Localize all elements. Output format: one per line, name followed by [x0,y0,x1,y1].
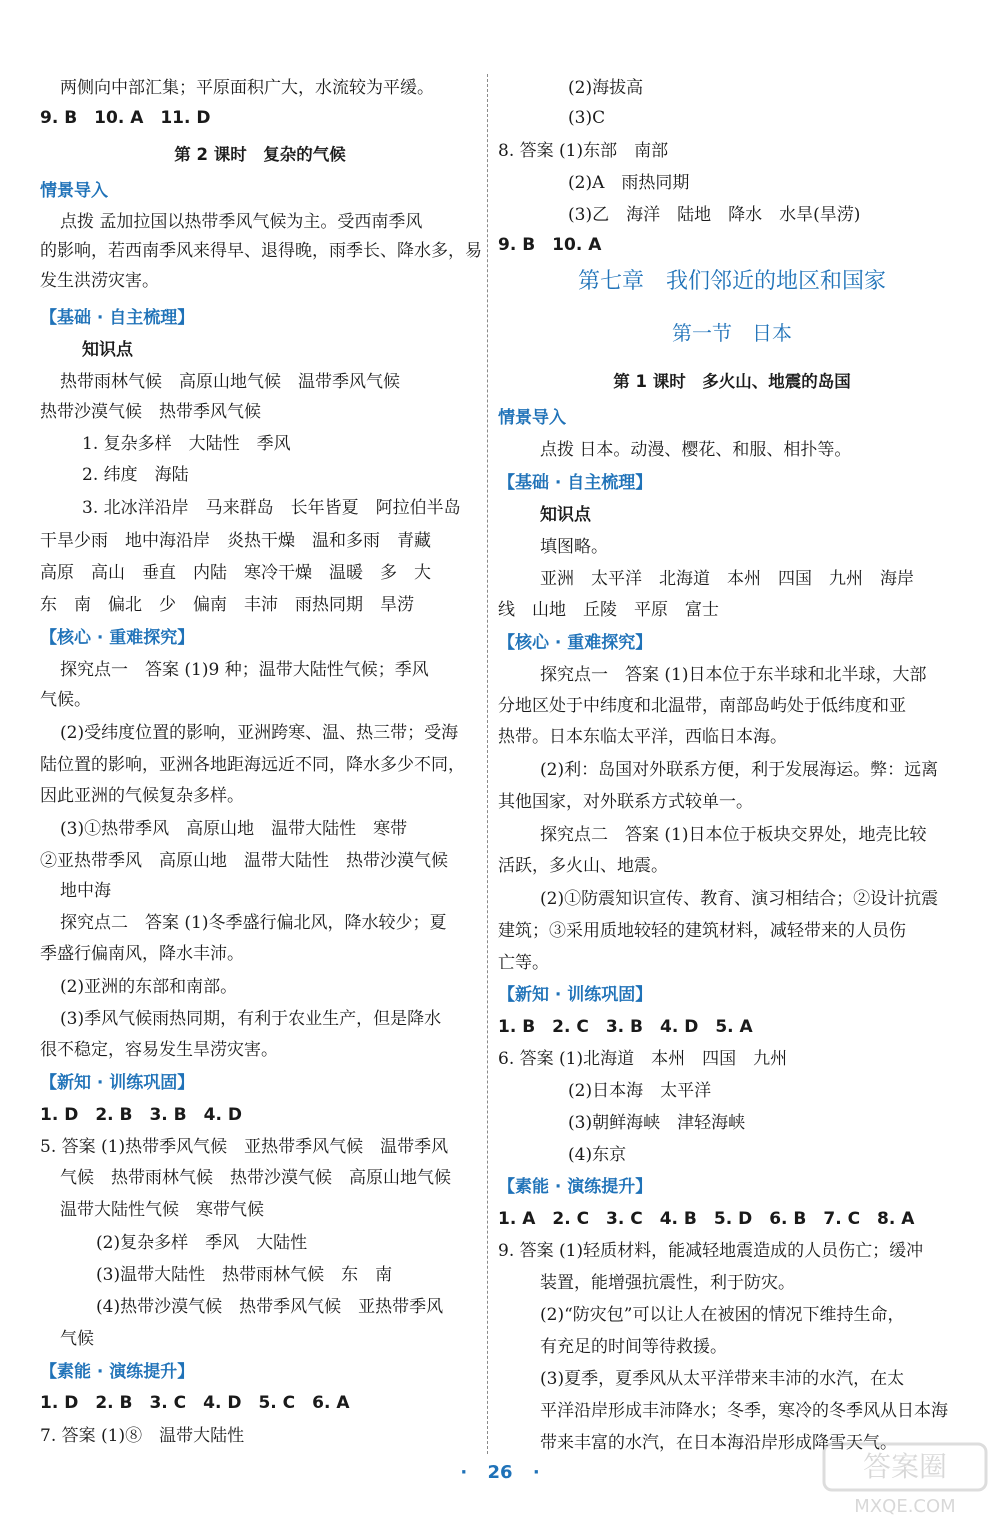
left-text-line: 热带雨林气候 高原山地气候 温带季风气候 [60,372,400,392]
left-text-line: 点拨 孟加拉国以热带季风气候为主。受西南季风 [60,212,423,232]
right-text-line: 亡等。 [498,953,549,973]
left-text-line: 陆位置的影响，亚洲各地距海远近不同，降水多少不同， [40,755,465,775]
right-text-line: 平洋沿岸形成丰沛降水；冬季，寒冷的冬季风从日本海 [540,1401,948,1421]
right-text-line: (3)C [568,108,606,128]
right-text-line: 9. 答案 (1)轻质材料，能减轻地震造成的人员伤亡；缓冲 [498,1241,924,1261]
left-text-line: 【核心 · 重难探究】 [40,628,195,648]
left-text-line: 气候 [60,1329,94,1349]
left-text-line: 两侧向中部汇集；平原面积广大，水流较为平缓。 [60,78,434,98]
right-text-line: 【基础 · 自主梳理】 [498,473,653,493]
right-text-line: (2)①防震知识宣传、教育、演习相结合；②设计抗震 [540,889,939,909]
footer-dot-right: · [532,1462,540,1483]
left-text-line: (4)热带沙漠气候 热带季风气候 亚热带季风 [96,1297,444,1317]
right-text-line: 【核心 · 重难探究】 [498,633,653,653]
left-text-line: (3)①热带季风 高原山地 温带大陆性 寒带 [60,819,408,839]
right-text-line: (2)海拔高 [568,78,644,98]
right-text-line: 有充足的时间等待救援。 [540,1337,727,1357]
left-text-line: 探究点一 答案 (1)9 种；温带大陆性气候；季风 [60,660,429,680]
right-text-line: 热带。日本东临太平洋，西临日本海。 [498,727,787,747]
right-text-line: 9. B 10. A [498,235,602,255]
left-text-line: 【新知 · 训练巩固】 [40,1073,195,1093]
left-text-line: 气候。 [40,690,91,710]
right-text-line: 探究点一 答案 (1)日本位于东半球和北半球，大部 [540,665,927,685]
left-text-line: (2)亚洲的东部和南部。 [60,977,238,997]
left-text-line: (3)季风气候雨热同期，有利于农业生产，但是降水 [60,1009,442,1029]
watermark-text: 答案圈 [862,1450,948,1483]
right-text-line: 探究点二 答案 (1)日本位于板块交界处，地壳比较 [540,825,927,845]
right-text-line: (2)A 雨热同期 [568,173,690,193]
right-text-line: 建筑；③采用质地较轻的建筑材料，减轻带来的人员伤 [498,921,906,941]
right-text-line: 亚洲 太平洋 北海道 本州 四国 九州 海岸 [540,569,914,589]
left-text-line: 知识点 [82,340,133,360]
left-text-line: 【素能 · 演练提升】 [40,1362,195,1382]
left-text-line: 东 南 偏北 少 偏南 丰沛 雨热同期 旱涝 [40,595,414,615]
right-text-line: (2)利：岛国对外联系方便，利于发展海运。弊：远离 [540,760,939,780]
left-text-line: 热带沙漠气候 热带季风气候 [40,402,261,422]
right-text-line: (2)“防灾包”可以让人在被困的情况下维持生命， [540,1305,905,1325]
right-text-line: 带来丰富的水汽，在日本海沿岸形成降雪天气。 [540,1433,897,1453]
right-text-line: 线 山地 丘陵 平原 富士 [498,600,719,620]
left-text-line: 季盛行偏南风，降水丰沛。 [40,944,244,964]
left-text-line: 1. D 2. B 3. B 4. D [40,1105,242,1125]
left-text-line: 1. D 2. B 3. C 4. D 5. C 6. A [40,1393,350,1413]
right-text-line: 装置，能增强抗震性，利于防灾。 [540,1273,795,1293]
page-number: 26 [487,1462,513,1483]
left-text-line: 3. 北冰洋沿岸 马来群岛 长年皆夏 阿拉伯半岛 [82,498,461,518]
footer-dot-left: · [460,1462,468,1483]
left-text-line: 温带大陆性气候 寒带气候 [60,1200,264,1220]
right-text-line: 【素能 · 演练提升】 [498,1177,653,1197]
right-text-line: 点拨 日本。动漫、樱花、和服、相扑等。 [540,440,852,460]
left-text-line: 地中海 [60,881,111,901]
left-text-line: (2)受纬度位置的影响，亚洲跨寒、温、热三带；受海 [60,723,459,743]
left-text-line: (2)复杂多样 季风 大陆性 [96,1233,308,1253]
left-text-line: 气候 热带雨林气候 热带沙漠气候 高原山地气候 [60,1168,451,1188]
right-text-line: 第 1 课时 多火山、地震的岛国 [613,372,851,391]
right-text-line: 第七章 我们邻近的地区和国家 [577,269,886,294]
right-text-line: 分地区处于中纬度和北温带，南部岛屿处于低纬度和亚 [498,696,906,716]
left-text-line: 高原 高山 垂直 内陆 寒冷干燥 温暖 多 大 [40,563,431,583]
right-text-line: (4)东京 [568,1145,627,1165]
watermark-logo [820,1440,990,1520]
left-text-line: 7. 答案 (1)⑧ 温带大陆性 [40,1426,245,1446]
left-text-line: (3)温带大陆性 热带雨林气候 东 南 [96,1265,393,1285]
right-text-line: 第一节 日本 [672,321,792,345]
left-text-line: 发生洪涝灾害。 [40,271,159,291]
right-text-line: 1. B 2. C 3. B 4. D 5. A [498,1017,753,1037]
right-text-line: 【新知 · 训练巩固】 [498,985,653,1005]
right-text-line: 6. 答案 (1)北海道 本州 四国 九州 [498,1049,788,1069]
left-text-line: 情景导入 [40,181,108,201]
right-text-line: (3)乙 海洋 陆地 降水 水旱(旱涝) [568,205,861,225]
right-text-line: 填图略。 [540,537,608,557]
left-text-line: 【基础 · 自主梳理】 [40,308,195,328]
right-text-line: (3)夏季，夏季风从太平洋带来丰沛的水汽，在太 [540,1369,905,1389]
right-text-line: 知识点 [540,505,591,525]
left-text-line: 探究点二 答案 (1)冬季盛行偏北风，降水较少；夏 [60,913,447,933]
left-text-line: 5. 答案 (1)热带季风气候 亚热带季风气候 温带季风 [40,1137,449,1157]
right-text-line: (2)日本海 太平洋 [568,1081,712,1101]
watermark-url: MXQE.COM [854,1496,956,1517]
right-text-line: (3)朝鲜海峡 津轻海峡 [568,1113,746,1133]
left-text-line: 第 2 课时 复杂的气候 [174,145,346,164]
left-text-line: 的影响，若西南季风来得早、退得晚，雨季长、降水多，易 [40,241,482,261]
right-text-line: 1. A 2. C 3. C 4. B 5. D 6. B 7. C 8. A [498,1209,915,1229]
right-text-line: 8. 答案 (1)东部 南部 [498,141,669,161]
left-text-line: 干旱少雨 地中海沿岸 炎热干燥 温和多雨 青藏 [40,531,431,551]
left-text-line: 9. B 10. A 11. D [40,108,211,128]
left-text-line: 很不稳定，容易发生旱涝灾害。 [40,1040,278,1060]
column-divider [487,74,488,1454]
left-text-line: 1. 复杂多样 大陆性 季风 [82,434,291,454]
left-text-line: ②亚热带季风 高原山地 温带大陆性 热带沙漠气候 [40,851,448,871]
right-text-line: 情景导入 [498,408,566,428]
right-text-line: 其他国家，对外联系方式较单一。 [498,792,753,812]
left-text-line: 2. 纬度 海陆 [82,465,189,485]
left-text-line: 因此亚洲的气候复杂多样。 [40,786,244,806]
right-text-line: 活跃，多火山、地震。 [498,856,668,876]
